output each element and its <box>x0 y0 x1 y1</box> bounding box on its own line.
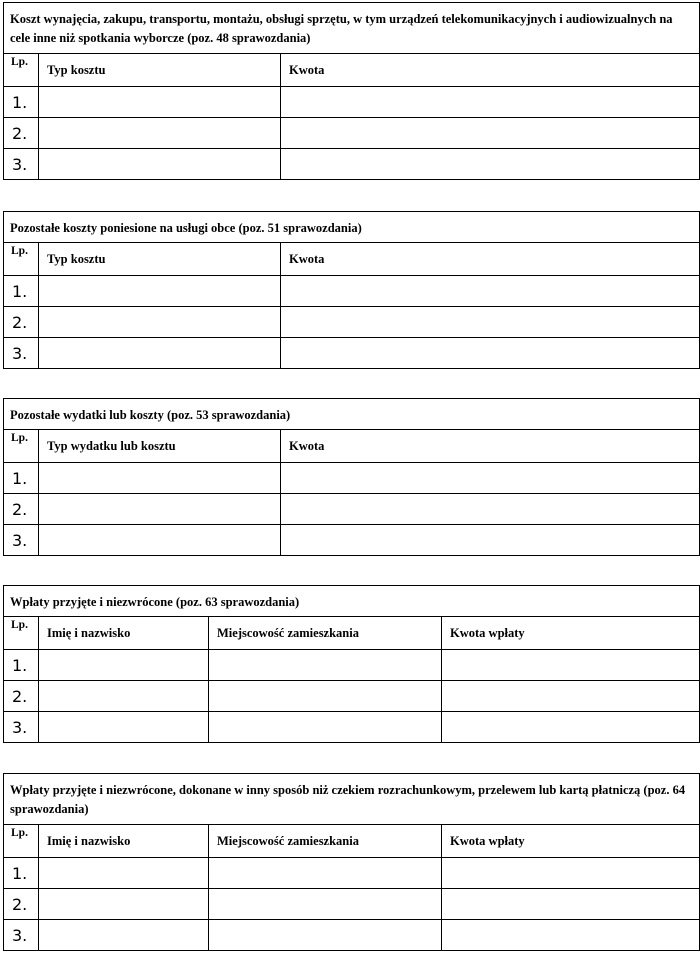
table-row <box>4 889 700 920</box>
table-row <box>4 525 700 556</box>
kwota-wplaty-field[interactable] <box>442 920 700 951</box>
table-row <box>4 920 700 951</box>
row-number: 1. <box>4 463 39 494</box>
typ-kosztu-field[interactable] <box>39 149 281 180</box>
section-uslugi-obce <box>3 211 700 369</box>
row-number: 2. <box>4 307 39 338</box>
column-header-miejscowosc: Miejscowość zamieszkania <box>209 617 442 650</box>
kwota-wplaty-field[interactable] <box>442 712 700 743</box>
section-title: Wpłaty przyjęte i niezwrócone (poz. 63 sprawozdania) <box>4 586 700 617</box>
table-row <box>4 118 700 149</box>
lp-header: Lp. <box>4 54 39 87</box>
section-koszt-sprzetu <box>3 2 700 180</box>
row-number: 3. <box>4 149 39 180</box>
section-wplaty-niezwrocone <box>3 585 700 743</box>
row-number: 3. <box>4 712 39 743</box>
row-number: 2. <box>4 889 39 920</box>
kwota-field[interactable] <box>281 276 700 307</box>
kwota-field[interactable] <box>281 494 700 525</box>
imie-nazwisko-field[interactable] <box>39 712 209 743</box>
column-header-typ-kosztu: Typ kosztu <box>39 243 281 276</box>
column-header-typ-kosztu: Typ kosztu <box>39 54 281 87</box>
kwota-field[interactable] <box>281 307 700 338</box>
column-header-imie-nazwisko: Imię i nazwisko <box>39 825 209 858</box>
imie-nazwisko-field[interactable] <box>39 889 209 920</box>
lp-header: Lp. <box>4 430 39 463</box>
miejscowosc-field[interactable] <box>209 858 442 889</box>
column-header-kwota-wplaty: Kwota wpłaty <box>442 825 700 858</box>
kwota-field[interactable] <box>281 149 700 180</box>
section-title: Wpłaty przyjęte i niezwrócone, dokonane w inny sposób niż czekiem rozrachunkowym, przelewem lub kartą płatniczą (poz. 64 sprawozdania) <box>4 774 700 825</box>
column-header-imie-nazwisko: Imię i nazwisko <box>39 617 209 650</box>
kwota-wplaty-field[interactable] <box>442 858 700 889</box>
column-header-kwota: Kwota <box>281 54 700 87</box>
table-row <box>4 149 700 180</box>
lp-header: Lp. <box>4 825 39 858</box>
section-pozostale-wydatki <box>3 398 700 556</box>
column-header-miejscowosc: Miejscowość zamieszkania <box>209 825 442 858</box>
table-row <box>4 712 700 743</box>
row-number: 2. <box>4 118 39 149</box>
table-row <box>4 650 700 681</box>
section-title: Koszt wynajęcia, zakupu, transportu, montażu, obsługi sprzętu, w tym urządzeń telekomunikacyjnych i audiowizualnych na cele inne niż spotkania wyborcze (poz. 48 sprawozdania) <box>4 3 700 54</box>
miejscowosc-field[interactable] <box>209 650 442 681</box>
table-row <box>4 858 700 889</box>
kwota-wplaty-field[interactable] <box>442 681 700 712</box>
column-header-kwota: Kwota <box>281 243 700 276</box>
imie-nazwisko-field[interactable] <box>39 858 209 889</box>
typ-kosztu-field[interactable] <box>39 307 281 338</box>
miejscowosc-field[interactable] <box>209 681 442 712</box>
section-wplaty-inny-sposob <box>3 773 700 951</box>
row-number: 2. <box>4 681 39 712</box>
column-header-kwota-wplaty: Kwota wpłaty <box>442 617 700 650</box>
miejscowosc-field[interactable] <box>209 920 442 951</box>
imie-nazwisko-field[interactable] <box>39 681 209 712</box>
table-row <box>4 87 700 118</box>
typ-wydatku-field[interactable] <box>39 463 281 494</box>
section-title: Pozostałe koszty poniesione na usługi obce (poz. 51 sprawozdania) <box>4 212 700 243</box>
row-number: 2. <box>4 494 39 525</box>
miejscowosc-field[interactable] <box>209 712 442 743</box>
kwota-field[interactable] <box>281 525 700 556</box>
kwota-field[interactable] <box>281 338 700 369</box>
typ-wydatku-field[interactable] <box>39 494 281 525</box>
typ-kosztu-field[interactable] <box>39 118 281 149</box>
imie-nazwisko-field[interactable] <box>39 650 209 681</box>
column-header-typ-wydatku: Typ wydatku lub kosztu <box>39 430 281 463</box>
typ-kosztu-field[interactable] <box>39 338 281 369</box>
kwota-wplaty-field[interactable] <box>442 650 700 681</box>
typ-kosztu-field[interactable] <box>39 276 281 307</box>
column-header-kwota: Kwota <box>281 430 700 463</box>
kwota-field[interactable] <box>281 463 700 494</box>
lp-header: Lp. <box>4 617 39 650</box>
table-row <box>4 338 700 369</box>
table-row <box>4 681 700 712</box>
kwota-field[interactable] <box>281 87 700 118</box>
kwota-wplaty-field[interactable] <box>442 889 700 920</box>
table-row <box>4 307 700 338</box>
miejscowosc-field[interactable] <box>209 889 442 920</box>
kwota-field[interactable] <box>281 118 700 149</box>
row-number: 1. <box>4 650 39 681</box>
table-row <box>4 494 700 525</box>
row-number: 3. <box>4 525 39 556</box>
imie-nazwisko-field[interactable] <box>39 920 209 951</box>
row-number: 3. <box>4 920 39 951</box>
row-number: 1. <box>4 858 39 889</box>
table-row <box>4 276 700 307</box>
typ-kosztu-field[interactable] <box>39 87 281 118</box>
table-row <box>4 463 700 494</box>
row-number: 1. <box>4 87 39 118</box>
lp-header: Lp. <box>4 243 39 276</box>
section-title: Pozostałe wydatki lub koszty (poz. 53 sprawozdania) <box>4 399 700 430</box>
row-number: 1. <box>4 276 39 307</box>
typ-wydatku-field[interactable] <box>39 525 281 556</box>
row-number: 3. <box>4 338 39 369</box>
